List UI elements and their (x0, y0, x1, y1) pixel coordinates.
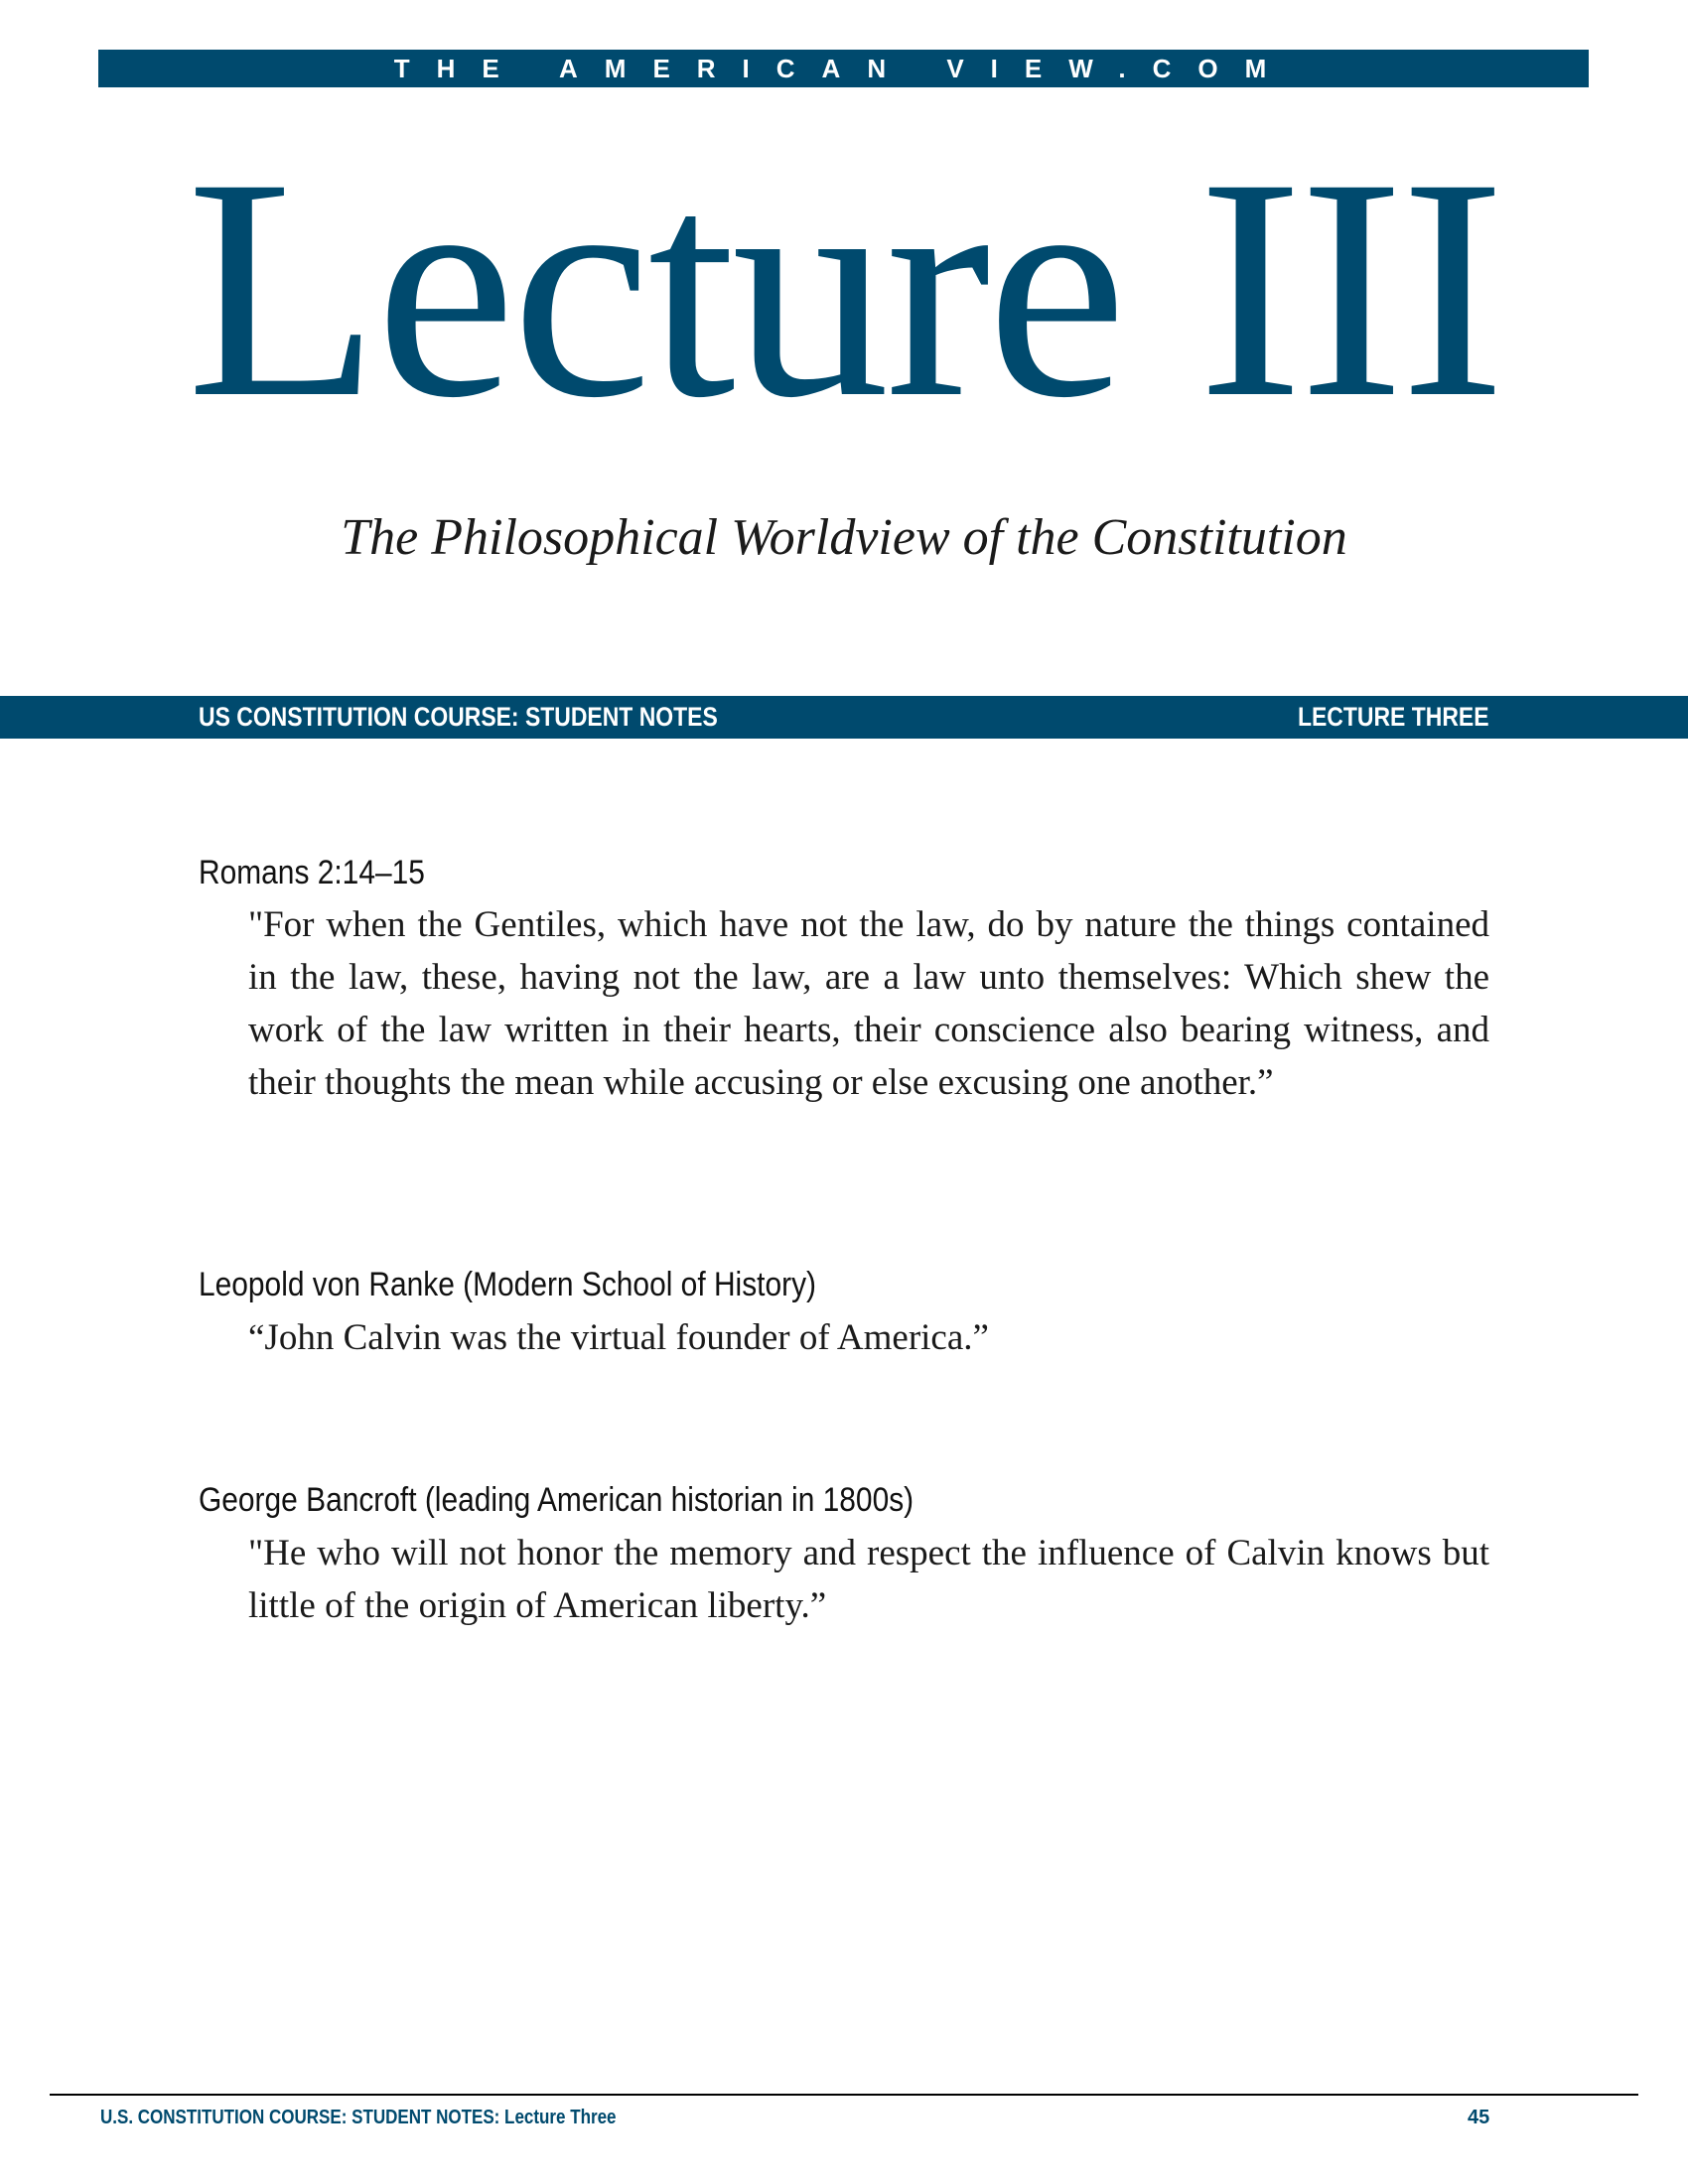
entry-heading: Leopold von Ranke (Modern School of History) (199, 1266, 816, 1303)
section-bar (0, 696, 1688, 739)
entry-heading: Romans 2:14–15 (199, 854, 425, 891)
page-subtitle: The Philosophical Worldview of the Constitution (341, 509, 1347, 566)
footer-text: U.S. CONSTITUTION COURSE: STUDENT NOTES: Lecture Three (100, 2107, 617, 2128)
page-number: 45 (1468, 2107, 1490, 2128)
site-banner: THE AMERICAN VIEW.COM (98, 50, 1589, 87)
footer-divider (50, 2094, 1638, 2096)
section-bar-right: LECTURE THREE (1298, 702, 1489, 732)
entry-quote: "He who will not honor the memory and respect the influence of Calvin knows but little of the origin of American liberty.” (248, 1533, 1489, 1626)
entry-heading: George Bancroft (leading American historian in 1800s) (199, 1481, 914, 1519)
entry-quote: “John Calvin was the virtual founder of America.” (248, 1317, 989, 1358)
entry-quote: "For when the Gentiles, which have not the law, do by nature the things contained in the law, these, having not the law, are a law unto themselves: Which shew the work of the law written in their hearts, their conscience also bearing witness, and their thoughts the mean while accusing or else excusing one another.” (248, 904, 1489, 1103)
section-bar-left: US CONSTITUTION COURSE: STUDENT NOTES (199, 702, 718, 732)
page-title: Lecture III (186, 113, 1502, 463)
